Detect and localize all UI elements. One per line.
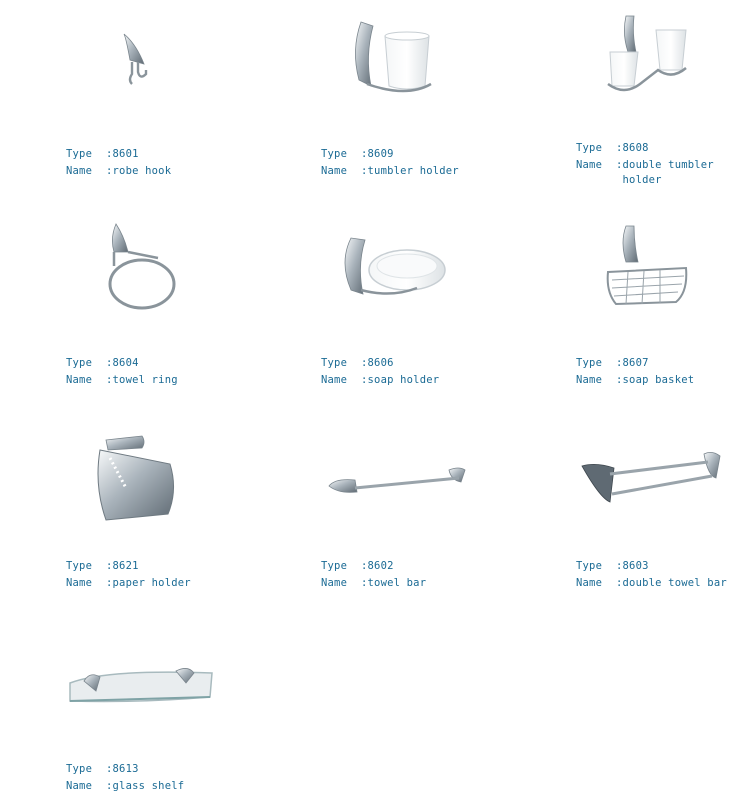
tumbler-holder-image [321, 0, 551, 140]
soap-holder-image [321, 210, 551, 350]
type-row: Type : 8613 [66, 761, 184, 778]
product-type: 8608 [622, 142, 649, 154]
product-type: 8621 [112, 560, 139, 572]
product-caption [321, 558, 426, 592]
paper-holder-image [66, 418, 296, 558]
product-name: soap basket [622, 374, 695, 386]
product-caption [321, 355, 439, 389]
type-row: Type : 8621 [66, 558, 191, 575]
name-row: Name : tumbler holder [321, 163, 459, 180]
product-name: soap holder [367, 374, 440, 386]
product-name: double tumbler holder [622, 159, 714, 186]
towel-ring-image [66, 210, 296, 350]
product-name: towel bar [367, 577, 427, 589]
product-name: towel ring [112, 374, 178, 386]
double-towel-bar-image [576, 418, 741, 558]
robe-hook-image [66, 0, 296, 140]
product-type: 8603 [622, 560, 649, 572]
name-row: Name : soap holder [321, 372, 439, 389]
product-type: 8604 [112, 357, 139, 369]
name-row: Name : glass shelf [66, 778, 184, 795]
product-type: 8606 [367, 357, 394, 369]
towel-bar-image [321, 418, 551, 558]
product-type: 8613 [112, 763, 139, 775]
product-caption [66, 761, 184, 795]
name-row: Name : towel bar [321, 575, 426, 592]
name-row: Name : towel ring [66, 372, 178, 389]
type-row: Type : 8607 [576, 355, 694, 372]
product-name: robe hook [112, 165, 172, 177]
name-row: Name : double tumbler holder [576, 159, 714, 186]
product-type: 8609 [367, 148, 394, 160]
product-type: 8601 [112, 148, 139, 160]
product-type: 8602 [367, 560, 394, 572]
double-tumbler-holder-image [576, 0, 741, 140]
type-row: Type : 8601 [66, 146, 171, 163]
product-caption [576, 558, 727, 592]
type-row: Type : 8608 [576, 140, 714, 157]
product-name: tumbler holder [367, 165, 459, 177]
soap-basket-image [576, 210, 741, 350]
product-caption [66, 558, 191, 592]
type-row: Type : 8602 [321, 558, 426, 575]
product-type: 8607 [622, 357, 649, 369]
product-name: paper holder [112, 577, 191, 589]
product-caption [576, 355, 694, 389]
type-row: Type : 8604 [66, 355, 178, 372]
name-row: Name : paper holder [66, 575, 191, 592]
product-name: double towel bar [622, 577, 727, 589]
glass-shelf-image [66, 621, 296, 761]
product-name: glass shelf [112, 780, 185, 792]
product-caption [576, 140, 714, 188]
type-row: Type : 8609 [321, 146, 459, 163]
name-row: Name : robe hook [66, 163, 171, 180]
type-row: Type : 8603 [576, 558, 727, 575]
name-row: Name : double towel bar [576, 575, 727, 592]
product-caption [66, 146, 171, 180]
product-caption [66, 355, 178, 389]
name-row: Name : soap basket [576, 372, 694, 389]
product-caption [321, 146, 459, 180]
type-row: Type : 8606 [321, 355, 439, 372]
